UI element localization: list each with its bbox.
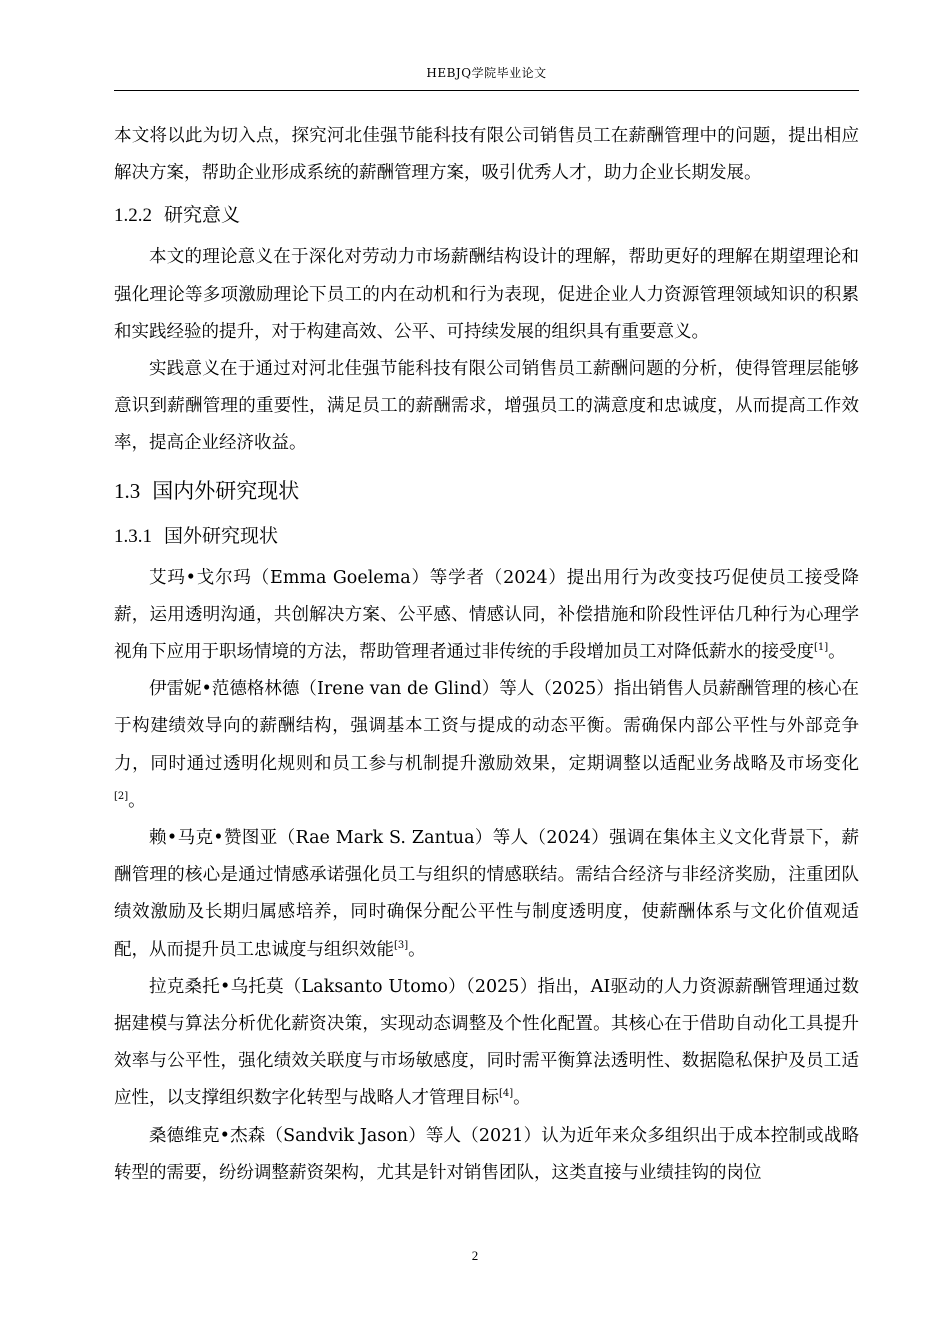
paragraph-text: 拉克桑托•乌托莫（Laksanto Utomo）（2025）指出，AI驱动的人力资源薪酬管理通过数据建模与算法分析优化薪资决策，实现动态调整及个性化配置。其核心在于借助自动化工具提升效率与公平性，强化绩效关联度与市场敏感度，同时需平衡算法透明性、数据隐私保护及员工适应性，以支撑组织数字化转型与战略人才管理目标 [114, 976, 859, 1109]
heading-number: 1.3.1 [114, 525, 152, 547]
paragraph-review-2 [114, 671, 859, 820]
heading-number: 1.3 [114, 478, 141, 503]
heading-number: 1.2.2 [114, 205, 152, 227]
paragraph-practical-significance: 实践意义在于通过对河北佳强节能科技有限公司销售员工薪酬问题的分析，使得管理层能够意识到薪酬管理的重要性，满足员工的薪酬需求，增强员工的满意度和忠诚度，从而提高工作效率，提高企业经济收益。 [114, 359, 859, 454]
page-number: 2 [471, 1248, 479, 1263]
heading-1-3 [114, 471, 859, 511]
heading-text: 研究意义 [164, 204, 241, 227]
paragraph-text: 赖•马克•赞图亚（Rae Mark S. Zantua）等人（2024）强调在集体主义文化背景下，薪酬管理的核心是通过情感承诺强化员工与组织的情感联结。需结合经济与非经济奖励，注重团队绩效激励及长期归属感培养，同时确保分配公平性与制度透明度，使薪酬体系与文化价值观适配，从而提升员工忠诚度与组织效能 [114, 828, 859, 960]
paragraph-end: 。 [828, 642, 846, 663]
heading-1-2-2 [114, 198, 859, 233]
paragraph-review-4 [114, 969, 859, 1118]
paragraph-text: 伊雷妮•范德格林德（Irene van de Glind）等人（2025）指出销售人员薪酬管理的核心在于构建绩效导向的薪酬结构，强调基本工资与提成的动态平衡。需确保内部公平性与外部竞争力，同时通过透明化规则和员工参与机制提升激励效果，定期调整以适配业务战略及市场变化 [114, 679, 859, 774]
citation-ref: [2] [114, 791, 129, 803]
heading-text: 国外研究现状 [164, 524, 279, 547]
citation-ref: [3] [394, 939, 409, 951]
heading-1-3-1 [114, 519, 859, 554]
citation-ref: [4] [499, 1088, 514, 1100]
heading-text: 国内外研究现状 [152, 478, 300, 503]
paragraph-review-5: 桑德维克•杰森（Sandvik Jason）等人（2021）认为近年来众多组织出于成本控制或战略转型的需要，纷纷调整薪资架构，尤其是针对销售团队，这类直接与业绩挂钩的岗位 [114, 1125, 859, 1183]
paragraph-end: 。 [513, 1088, 531, 1109]
paragraph-text: 艾玛•戈尔玛（Emma Goelema）等学者（2024）提出用行为改变技巧促使员工接受降薪，运用透明沟通，共创解决方案、公平感、情感认同，补偿措施和阶段性评估几种行为心理学视角下应用于职场情境的方法，帮助管理者通过非传统的手段增加员工对降低薪水的接受度 [114, 567, 859, 663]
paragraph-end: 。 [128, 790, 146, 811]
running-header: HEBJQ学院毕业论文 [114, 64, 859, 91]
paragraph-review-1 [114, 560, 859, 672]
paragraph-theory-significance: 本文的理论意义在于深化对劳动力市场薪酬结构设计的理解，帮助更好的理解在期望理论和强化理论等多项激励理论下员工的内在动机和行为表现，促进企业人力资源管理领域知识的积累和实践经验的提升，对于构建高效、公平、可持续发展的组织具有重要意义。 [114, 247, 859, 342]
paragraph-end: 。 [408, 939, 426, 960]
paragraph-review-3 [114, 820, 859, 969]
citation-ref: [1] [814, 642, 829, 654]
paragraph-intro-continuation: 本文将以此为切入点，探究河北佳强节能科技有限公司销售员工在薪酬管理中的问题，提出相应解决方案，帮助企业形成系统的薪酬管理方案，吸引优秀人才，助力企业长期发展。 [114, 126, 859, 184]
page-body [114, 118, 859, 1192]
